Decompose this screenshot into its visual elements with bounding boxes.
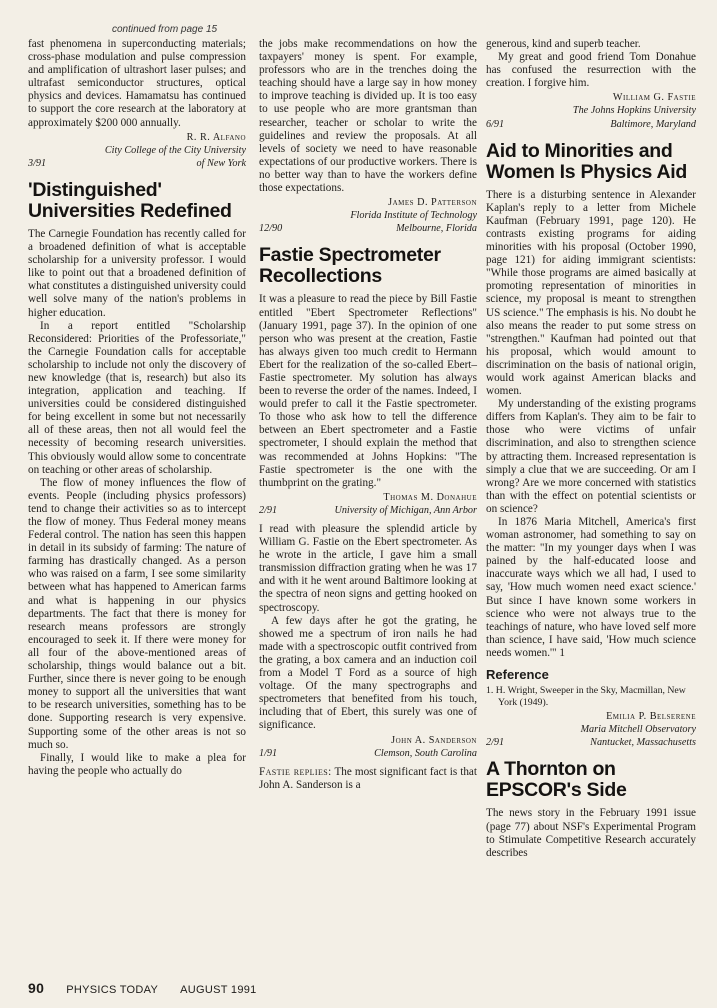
column-2 [259,38,477,792]
author-name: R. R. Alfano [186,131,246,143]
paragraph: The flow of money influences the flow of events. People (including physics professors) tend to change their activities so as to intercept the flow of money. Thus Federal money means Federal control. The nation has seen this happen in detail in its subsidy of farming: The nature of farming has drastically changed. As a person who was raised on a farm, I see some similarity between what has happened to American farms and what is happening in our physics departments. The fact that there is money for research means professors are strongly encouraged to seek it. If there were money for all four of the above-mentioned areas of scholarship, things would balance out a bit. Further, since there is never going to be enough money to support all the universities that want to be research universities, something has to be done. Supporting research is very expensive. Supporting some of the other areas is not so much so. [28,476,246,751]
letter-date: 2/91 [259,504,278,516]
signature-block [486,710,696,749]
letter-date: 12/90 [259,223,283,235]
article-heading: Fastie Spectrometer Recollections [259,244,441,288]
author-location: Nantucket, Massachusetts [590,737,696,749]
letter-date: 2/91 [486,737,505,749]
author-name: John A. Sanderson [391,734,477,746]
article-heading: Aid to Minorities and Women Is Physics Aid [486,139,687,183]
author-location: of New York [196,157,246,169]
paragraph: fast phenomena in superconducting materials; cross-phase modulation and pulse compression and amplification of ultrashort laser pulses; and ultrafast semiconductor structures, optical physics and devices. Hamamatsu has continued to support the core research at the laboratory at approximately $200 000 annually. [28,38,246,129]
paragraph: generous, kind and superb teacher. [486,38,641,50]
paragraph: In a report entitled "Scholarship Reconsidered: Priorities of the Professoriate," the Carnegie Foundation calls for acceptable scholarship to include not only the discovery of new knowledge (that is, research) but also its integration, application and teaching. If universities could be considered distinguished for being excellent in some but not necessarily all of these areas, then not all would feel the necessity of becoming research universities. This obviously would allow some to concentrate on teaching or other areas of scholarship. [28,319,246,476]
article-heading: 'Distinguished' Universities Redefined [28,178,232,222]
letter-date: 6/91 [486,118,505,130]
date-location-row [259,504,477,517]
author-affiliation: City College of the City University [104,144,246,156]
letter-date: 1/91 [259,747,278,759]
author-name: William G. Fastie [612,92,696,104]
date-location-row [486,118,696,131]
paragraph: There is a disturbing sentence in Alexander Kaplan's reply to a letter from Michele Kaufman (February 1991, page 120). He contrasts existing programs for aiding minorities with his proposal (October 1990, page 121) for aiding immigrant scientists: "While those programs are aimed basically at promoting representation of minorities in science, my proposal is meant to strengthen US science." The emphasis is his. No doubt he also means the reader to put some stress on "strengthen." Kaufman had pointed out that his proposal, which would amount to discrimination on the basis of national origin, would work against American blacks and women. [486,188,696,398]
letter-date: 3/91 [28,157,47,169]
date-location-row [28,157,246,170]
reference-item: 1. H. Wright, Sweeper in the Sky, Macmillan, New York (1949). [486,685,686,709]
author-location: Clemson, South Carolina [374,747,477,759]
paragraph: the jobs make recommendations on how the taxpayers' money is spent. For example, professors who are in the trenches doing the teaching should have a large say in how money to improve teaching is divided up. It is too easy to use people who are more grantsman than researcher, teacher or scholar to write the guidelines and review the proposals. At all levels of society we need to have reasonable expectations of our productive workers. There is no better way than to have the workers define those expectations. [259,38,477,195]
column-3 [486,38,696,860]
date-location-row [259,747,477,760]
paragraph: Finally, I would like to make a plea for having the people who actually do [28,751,246,777]
page-footer [28,980,257,996]
author-affiliation: The Johns Hopkins University [572,105,696,117]
date-location-row [486,736,696,749]
reference-heading: Reference [486,667,549,683]
reply-paragraph [259,766,477,792]
signature-block [259,196,477,235]
continued-note: continued from page 15 [112,24,218,35]
paragraph: My understanding of the existing programs differs from Kaplan's. They aim to be fair to those who were victims of unfair discrimination, and also to strengthen science by attracting them. Increased representation is simply a clue that we are succeeding. Or am I wrong? Are we more concerned with statistics than with the effect on potential scientists or on science? [486,398,696,515]
signature-block [28,131,246,170]
magazine-name: PHYSICS TODAY [66,984,159,996]
author-affiliation: University of Michigan, Ann Arbor [334,504,477,516]
paragraph: The Carnegie Foundation has recently called for a broadened definition of what is acceptable scholarship for a university professor. I would like to point out that a broadened definition of what constitutes a distinguished university could well solve many of the nation's problems in higher education. [28,227,246,319]
paragraph: A few days after he got the grating, he showed me a spectrum of iron nails he had made with a spectroscopic outfit contrived from the grating, a box camera and an induction coil from a Model T Ford as a source of high voltage. Of the many spectrographs and spectrometers that benefited from his touch, including that of Ebert, this surely was one of significance. [259,614,477,732]
paragraph: It was a pleasure to read the piece by Bill Fastie entitled "Ebert Spectrometer Reflections" (January 1991, page 37). In the opinion of one person who was present at the creation, Fastie has always given too much credit to Hermann Ebert for the realization of the so-called Ebert–Fastie spectrometer. My solution has always been to reverse the order of the names. Indeed, I would prefer to call it the Fastie spectrometer. To those who ask how to tell the difference between an Ebert spectrometer and a Fastie spectrometer, I should explain the method that was recommended at Johns Hopkins: "The Fastie spectrometer is the one with the thumbprint on the grating." [259,293,477,489]
article-heading: A Thornton on EPSCOR's Side [486,758,627,802]
date-location-row [259,222,477,235]
paragraph: In 1876 Maria Mitchell, America's first woman astronomer, had something to say on the matter: "In my younger days when I was pained by the half-educated loose and inaccurate ways which we all had, I used to say, 'How much women need exact science.' But since I have known some workers in science who were not always true to the teachings of nature, who have loved self more than science, I have said, 'How much science needs women.'" 1 [486,516,696,659]
signature-block [259,491,477,517]
signature-block [486,91,696,130]
author-location: Melbourne, Florida [396,223,477,235]
page-number: 90 [28,980,45,996]
author-name: Emilia P. Belserene [606,711,696,723]
author-location: Baltimore, Maryland [610,118,696,130]
paragraph: The news story in the February 1991 issue (page 77) about NSF's Experimental Program to Stimulate Competitive Research accurately describes [486,807,696,859]
signature-block [259,734,477,760]
paragraph: My great and good friend Tom Donahue has confused the resurrection with the creation. I forgive him. [486,51,696,90]
paragraph: I read with pleasure the splendid article by William G. Fastie on the Ebert spectrometer. As he wrote in the article, I gave him a small transmission diffraction grating when he was 17 and with it he went around Baltimore looking at the spectra of neon signs and getting hooked on spectroscopy. [259,523,477,614]
issue-date: AUGUST 1991 [180,984,257,996]
column-1 [28,38,246,778]
reply-text: The most significant fact is that John A. Sanderson is a [259,765,477,791]
author-name: Thomas M. Donahue [383,491,477,503]
reply-label: Fastie replies: [259,765,332,778]
author-affiliation: Maria Mitchell Observatory [580,724,696,736]
author-name: James D. Patterson [388,197,477,209]
author-affiliation: Florida Institute of Technology [350,210,477,222]
